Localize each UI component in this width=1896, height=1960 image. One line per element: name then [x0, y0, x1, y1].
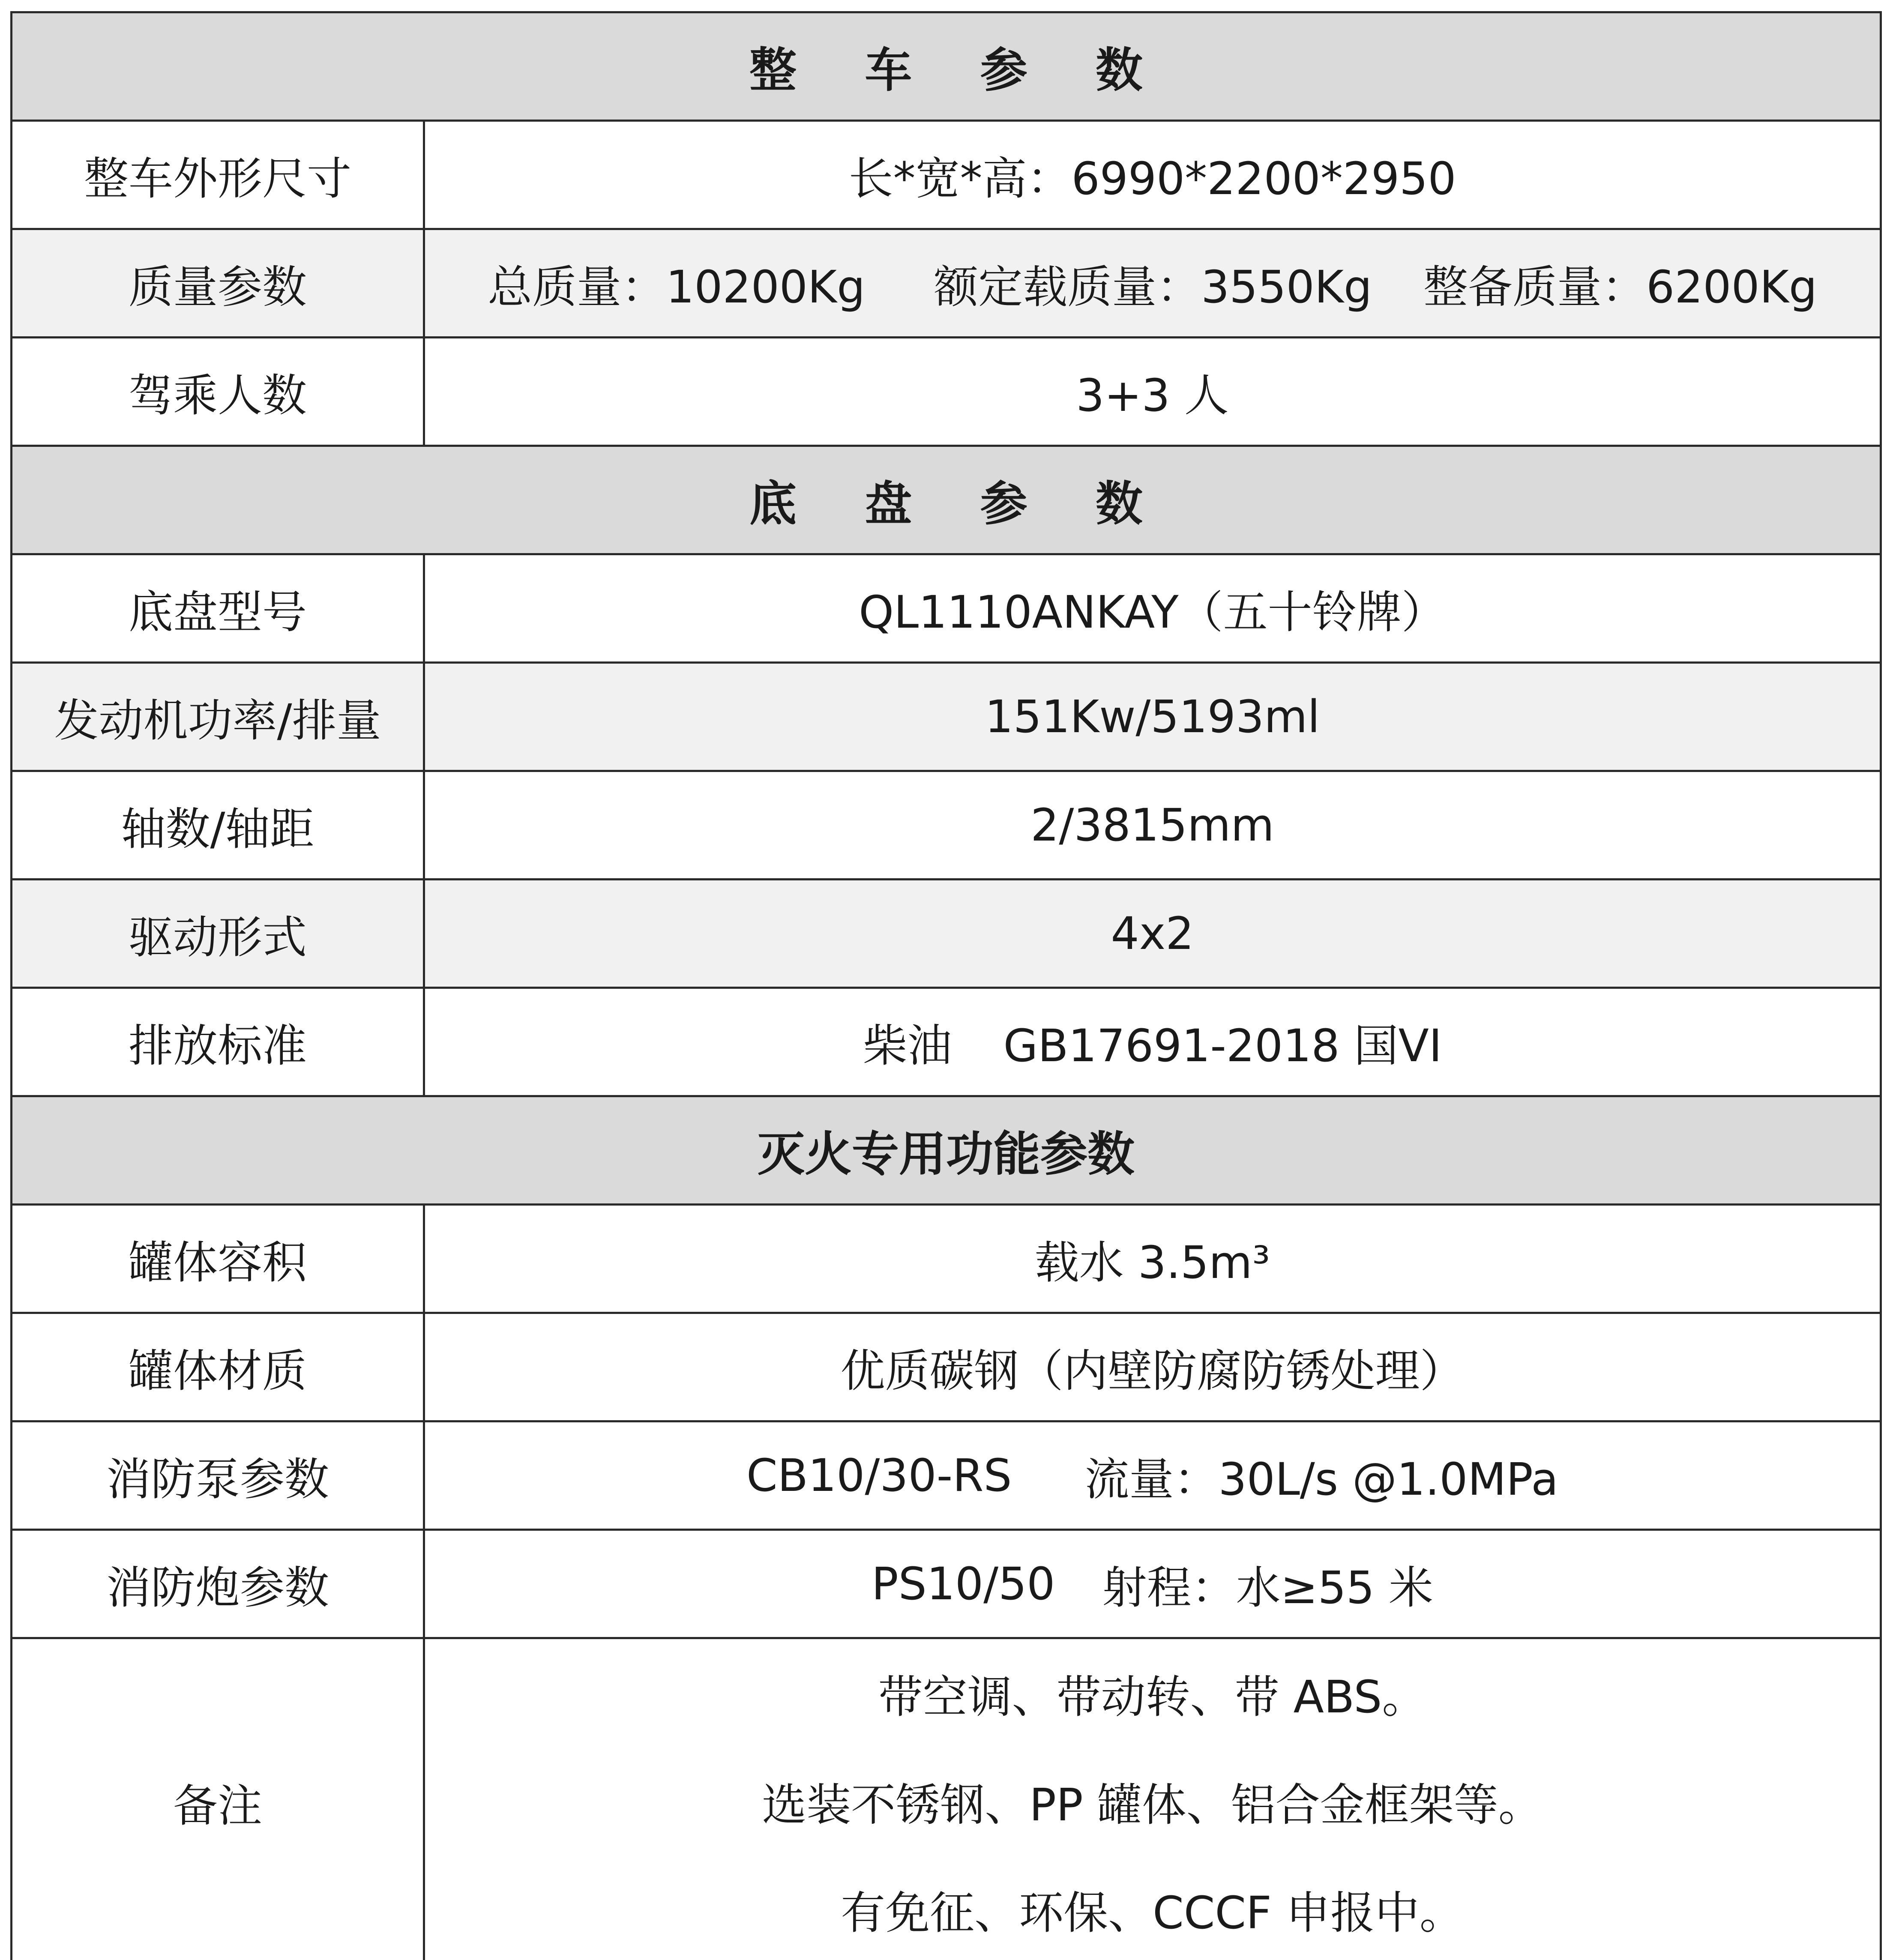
- remarks-row: [12, 1639, 1880, 1960]
- row-value: 长*宽*高：6990*2200*2950: [848, 153, 1456, 205]
- row-label: 轴数/轴距: [12, 772, 425, 878]
- row-value: 3+3 人: [1076, 369, 1229, 422]
- value-part: 整备质量：6200Kg: [1423, 261, 1817, 313]
- table-row: [12, 555, 1880, 664]
- row-value: [425, 1531, 1880, 1637]
- table-row: [12, 1206, 1880, 1314]
- remarks-line: 选装不锈钢、PP 罐体、铝合金框架等。: [762, 1779, 1543, 1831]
- value-part: 流量：30L/s @1.0MPa: [1084, 1453, 1558, 1505]
- row-value: [425, 1422, 1880, 1529]
- row-value: [425, 230, 1880, 336]
- row-label: 发动机功率/排量: [12, 664, 425, 770]
- row-label: 消防泵参数: [12, 1422, 425, 1529]
- remarks-lines: [425, 1639, 1880, 1960]
- section-title-vehicle: 整 车 参 数: [749, 43, 1169, 98]
- row-label: 整车外形尺寸: [12, 122, 425, 228]
- table-row: [12, 122, 1880, 230]
- table-row: [12, 989, 1880, 1097]
- table-row: [12, 772, 1880, 880]
- value-part: 额定载质量：3550Kg: [934, 261, 1372, 313]
- row-label: 底盘型号: [12, 555, 425, 661]
- row-label: 质量参数: [12, 230, 425, 336]
- row-label: 消防炮参数: [12, 1531, 425, 1637]
- row-value: [425, 989, 1880, 1095]
- row-value: 优质碳钢（内壁防腐防锈处理）: [840, 1345, 1465, 1397]
- value-part: 总质量：10200Kg: [488, 261, 866, 313]
- section-title-chassis: 底 盘 参 数: [749, 476, 1169, 531]
- row-label: 驱动形式: [12, 880, 425, 987]
- row-label: 驾乘人数: [12, 338, 425, 445]
- value-part: 柴油: [863, 1020, 952, 1072]
- row-label: 罐体材质: [12, 1314, 425, 1420]
- row-value: 载水 3.5m³: [1034, 1236, 1270, 1289]
- table-row: [12, 1531, 1880, 1639]
- row-value: 151Kw/5193ml: [985, 691, 1320, 743]
- table-row: [12, 664, 1880, 772]
- remarks-line: 带空调、带动转、带 ABS。: [878, 1671, 1427, 1723]
- table-row: [12, 1422, 1880, 1531]
- row-label: 罐体容积: [12, 1206, 425, 1312]
- spec-table: [10, 11, 1882, 1960]
- row-value: QL1110ANKAY（五十铃牌）: [859, 586, 1446, 638]
- table-row: [12, 1314, 1880, 1422]
- row-label: 排放标准: [12, 989, 425, 1095]
- value-part: CB10/30-RS: [746, 1449, 1012, 1502]
- value-part: PS10/50: [872, 1558, 1055, 1610]
- section-header-vehicle: [12, 13, 1880, 122]
- table-row: [12, 880, 1880, 989]
- section-header-chassis: [12, 447, 1880, 555]
- remarks-line: 有免征、环保、CCCF 申报中。: [841, 1887, 1464, 1939]
- value-part: 射程：水≥55 米: [1102, 1562, 1433, 1614]
- remarks-label: 备注: [12, 1639, 425, 1960]
- row-value: 4x2: [1111, 907, 1194, 960]
- section-header-firefighting: [12, 1097, 1880, 1206]
- value-part: GB17691-2018 国VI: [1003, 1020, 1442, 1072]
- table-row: [12, 230, 1880, 338]
- section-title-firefighting: 灭火专用功能参数: [758, 1127, 1135, 1182]
- row-value: 2/3815mm: [1030, 799, 1274, 851]
- table-row: [12, 338, 1880, 447]
